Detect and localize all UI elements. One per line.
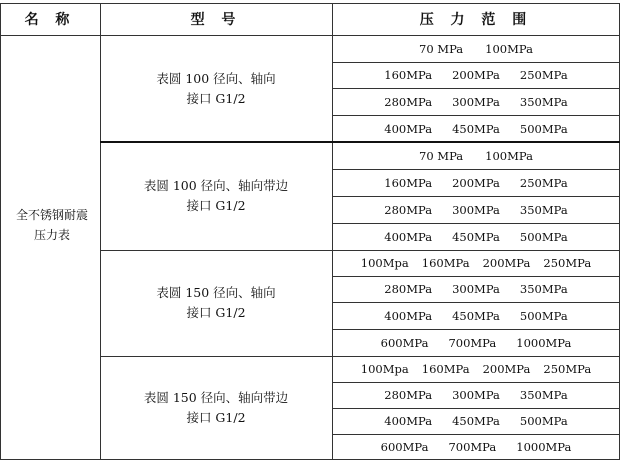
- pressure-value: 280MPa: [384, 388, 433, 402]
- pressure-value: 400MPa: [384, 229, 433, 244]
- pressure-range-row: [332, 408, 620, 434]
- pressure-value: 280MPa: [384, 94, 433, 109]
- pressure-value: 160MPa: [384, 68, 433, 82]
- pressure-value: 1000MPa: [516, 440, 572, 454]
- pressure-value: 350MPa: [519, 282, 568, 296]
- pressure-value: 500MPa: [519, 229, 568, 244]
- product-name-cell: [14, 200, 90, 250]
- pressure-range-row: [332, 169, 620, 196]
- pressure-value: 250MPa: [519, 68, 568, 82]
- pressure-value: 700MPa: [448, 440, 497, 454]
- pressure-value: 200MPa: [482, 362, 531, 376]
- model-line2: 接口 G1/2: [186, 410, 246, 425]
- table-header: [0, 0, 620, 36]
- grid-line: [0, 3, 1, 460]
- pressure-value: 450MPa: [452, 308, 500, 323]
- product-name-line2: 压力表: [33, 228, 70, 242]
- model-line1: 表圆 100 径向、轴向带边: [143, 178, 289, 193]
- pressure-value: 70 MPa: [419, 148, 464, 163]
- model-line1: 表圆 100 径向、轴向: [156, 71, 276, 86]
- model-line2: 接口 G1/2: [186, 305, 246, 320]
- pressure-value: 300MPa: [452, 388, 500, 402]
- pressure-value: 200MPa: [452, 175, 500, 190]
- pressure-value: 70 MPa: [419, 42, 464, 56]
- pressure-range-row: [332, 276, 620, 302]
- pressure-range-row: [332, 196, 620, 223]
- product-name-line1: 全不锈钢耐震: [15, 208, 88, 222]
- pressure-value: 250MPa: [519, 175, 568, 190]
- pressure-value: 600MPa: [380, 335, 429, 350]
- pressure-value: 400MPa: [384, 414, 433, 428]
- model-line2: 接口 G1/2: [186, 91, 246, 106]
- pressure-value: 450MPa: [452, 229, 500, 244]
- pressure-value: 350MPa: [519, 94, 568, 109]
- pressure-range-row: [332, 356, 620, 382]
- pressure-value: 350MPa: [519, 388, 568, 402]
- pressure-value: 300MPa: [452, 282, 500, 296]
- header-name: 名 称: [24, 12, 76, 28]
- model-line1: 表圆 150 径向、轴向带边: [143, 390, 289, 405]
- pressure-range-row: [332, 329, 620, 356]
- pressure-value: 300MPa: [452, 202, 500, 217]
- pressure-value: 160MPa: [421, 362, 470, 376]
- pressure-range-row: [332, 250, 620, 276]
- pressure-value: 100Mpa: [360, 256, 409, 270]
- pressure-value: 600MPa: [380, 440, 429, 454]
- pressure-range-row: [332, 302, 620, 329]
- pressure-value: 400MPa: [384, 121, 433, 136]
- pressure-value: 280MPa: [384, 202, 433, 217]
- pressure-range-row: [332, 115, 620, 142]
- pressure-value: 350MPa: [519, 202, 568, 217]
- pressure-range-row: [332, 382, 620, 408]
- pressure-value: 500MPa: [519, 308, 568, 323]
- header-range: 压 力 范 围: [419, 12, 533, 28]
- pressure-value: 200MPa: [482, 256, 531, 270]
- model-cell: [100, 250, 332, 356]
- model-line2: 接口 G1/2: [186, 198, 246, 213]
- pressure-range-row: [332, 88, 620, 115]
- pressure-value: 100Mpa: [360, 362, 409, 376]
- pressure-range-row: [332, 142, 620, 169]
- pressure-value: 280MPa: [384, 282, 433, 296]
- pressure-range-row: [332, 434, 620, 460]
- pressure-value: 200MPa: [452, 68, 500, 82]
- pressure-value: 250MPa: [543, 256, 592, 270]
- pressure-value: 100MPa: [485, 42, 533, 56]
- pressure-range-row: [332, 62, 620, 88]
- model-line1: 表圆 150 径向、轴向: [156, 285, 276, 300]
- pressure-value: 500MPa: [519, 121, 568, 136]
- model-cell: [100, 356, 332, 460]
- pressure-value: 300MPa: [452, 94, 500, 109]
- pressure-range-row: [332, 223, 620, 250]
- pressure-value: 160MPa: [421, 256, 470, 270]
- pressure-value: 160MPa: [384, 175, 433, 190]
- pressure-value: 1000MPa: [516, 335, 572, 350]
- pressure-value: 450MPa: [452, 121, 500, 136]
- grid-line: [0, 3, 620, 4]
- pressure-value: 250MPa: [543, 362, 592, 376]
- pressure-range-row: [332, 36, 620, 62]
- pressure-value: 100MPa: [485, 148, 533, 163]
- model-cell: [100, 142, 332, 250]
- model-cell: [100, 36, 332, 142]
- pressure-value: 700MPa: [448, 335, 497, 350]
- pressure-value: 450MPa: [452, 414, 500, 428]
- pressure-value: 400MPa: [384, 308, 433, 323]
- pressure-value: 500MPa: [519, 414, 568, 428]
- header-model: 型 号: [190, 12, 242, 28]
